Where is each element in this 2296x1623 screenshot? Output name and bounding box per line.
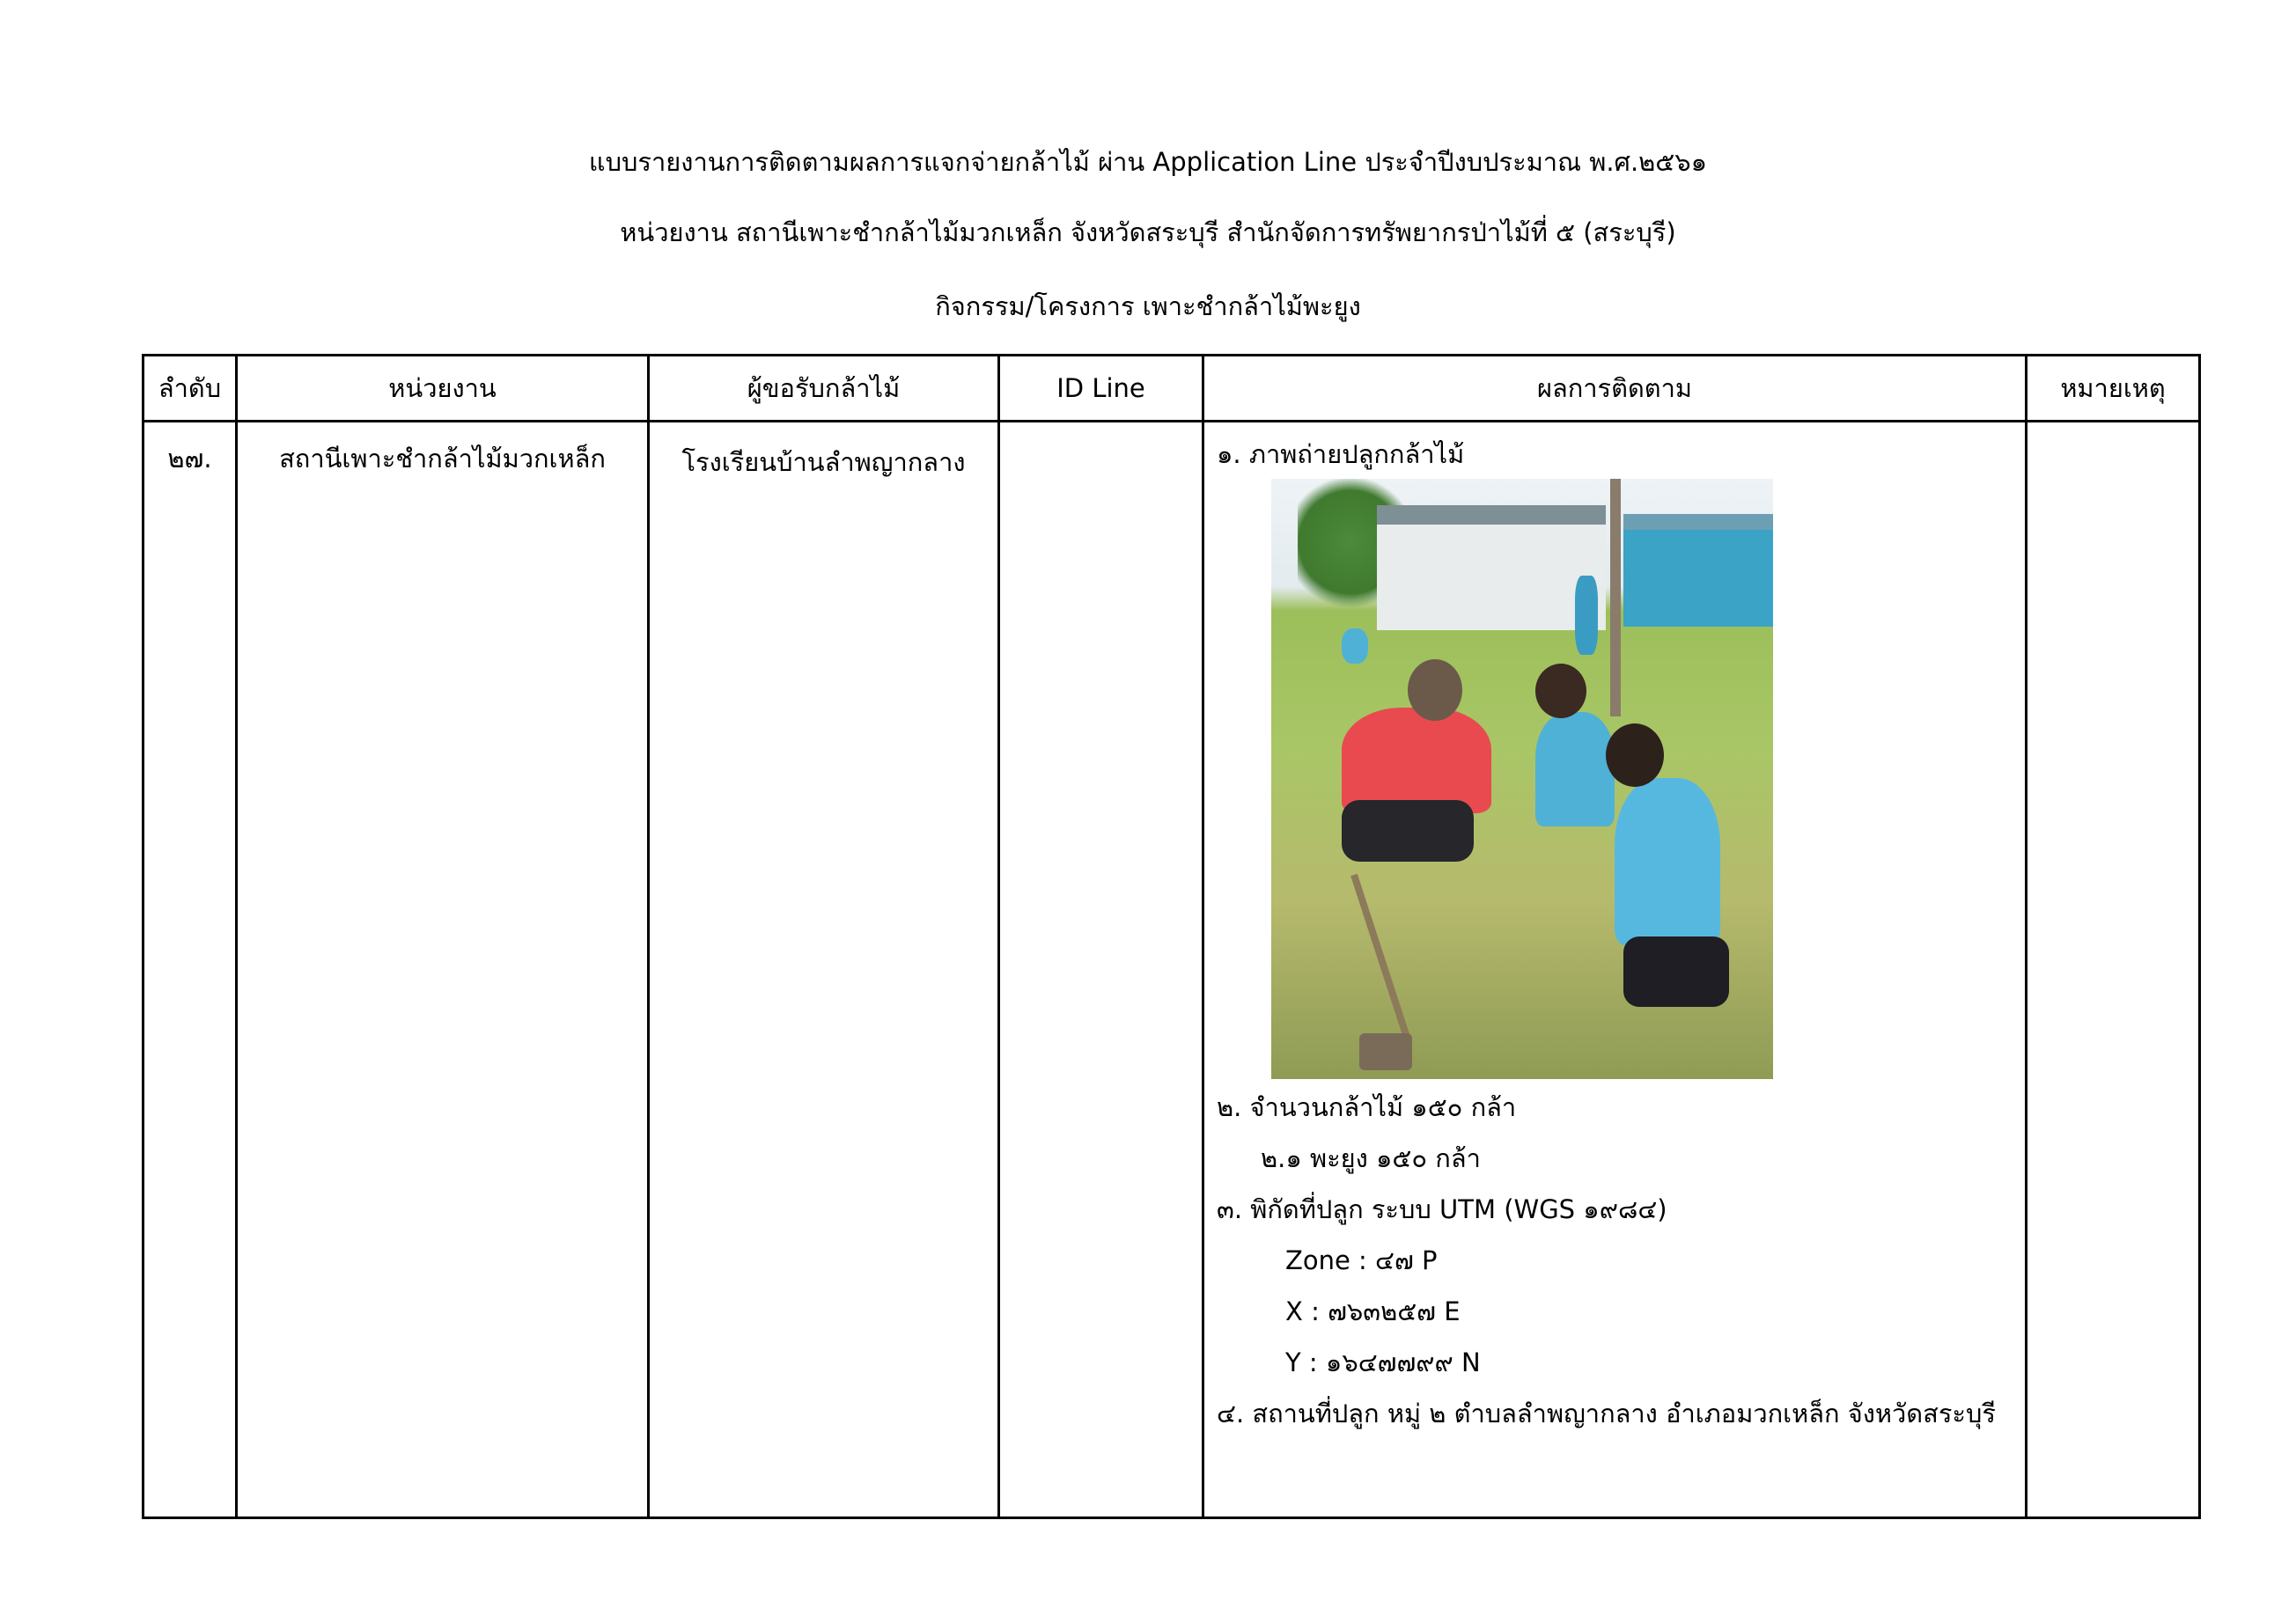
building-shape xyxy=(1377,505,1606,630)
distant-person-shape xyxy=(1342,628,1368,664)
report-agency-line: หน่วยงาน สถานีเพาะชำกล้าไม้มวกเหล็ก จังหวัดสระบุรี สำนักจัดการทรัพยากรป่าไม้ที่ ๕ (สระบุรี) xyxy=(620,217,1676,247)
person-shape xyxy=(1615,778,1720,945)
table-row xyxy=(144,422,2200,1518)
utm-zone: Zone : ๔๗ P xyxy=(1285,1245,1438,1275)
order-number: ๒๗. xyxy=(167,444,212,474)
blue-building-shape xyxy=(1623,514,1773,627)
result-item-species-quantity: ๒.๑ พะยูง ๑๕๐ กล้า xyxy=(1261,1143,1481,1173)
cell-result xyxy=(1203,422,2027,1518)
remark-value xyxy=(2027,422,2198,438)
shovel-handle-shape xyxy=(1350,874,1411,1044)
agency-name: สถานีเพาะชำกล้าไม้มวกเหล็ก xyxy=(279,444,606,474)
person-shape xyxy=(1342,708,1491,813)
person-shape xyxy=(1535,712,1615,826)
column-header-agency: หน่วยงาน xyxy=(237,356,649,422)
cell-recipient xyxy=(649,422,999,1518)
table-header-row xyxy=(144,356,2200,422)
report-activity-line: กิจกรรม/โครงการ เพาะชำกล้าไม้พะยูง xyxy=(935,291,1361,321)
report-title: แบบรายงานการติดตามผลการแจกจ่ายกล้าไม้ ผ่าน Application Line ประจำปีงบประมาณ พ.ศ.๒๕๖๑ xyxy=(588,147,1708,177)
utm-y: Y : ๑๖๔๗๗๙๙ N xyxy=(1285,1348,1481,1377)
column-header-remark: หมายเหตุ xyxy=(2027,356,2200,422)
shovel-blade-shape xyxy=(1359,1033,1412,1070)
column-header-result: ผลการติดตาม xyxy=(1203,356,2027,422)
utm-x: X : ๗๖๓๒๕๗ E xyxy=(1285,1296,1461,1326)
column-header-recipient: ผู้ขอรับกล้าไม้ xyxy=(649,356,999,422)
person-head-shape xyxy=(1535,664,1586,718)
cell-order xyxy=(144,422,237,1518)
result-item-coordinates: ๓. พิกัดที่ปลูก ระบบ UTM (WGS ๑๙๘๔) xyxy=(1217,1194,1667,1224)
follow-up-table xyxy=(142,354,2201,1519)
result-item-photo-label: ๑. ภาพถ่ายปลูกกล้าไม้ xyxy=(1217,439,1465,469)
result-item-quantity: ๒. จำนวนกล้าไม้ ๑๕๐ กล้า xyxy=(1217,1092,1517,1122)
column-header-id-line: ID Line xyxy=(999,356,1203,422)
planting-photo xyxy=(1271,479,1773,1079)
cell-id-line xyxy=(999,422,1203,1518)
person-head-shape xyxy=(1606,723,1664,787)
recipient-name: โรงเรียนบ้านลำพญากลาง xyxy=(681,447,966,477)
distant-person-shape xyxy=(1575,576,1598,655)
pole-shape xyxy=(1610,479,1621,716)
id-line-value xyxy=(1000,422,1202,438)
column-header-order: ลำดับ xyxy=(144,356,237,422)
person-legs-shape xyxy=(1623,936,1729,1007)
result-item-location: ๔. สถานที่ปลูก หมู่ ๒ ตำบลลำพญากลาง อำเภอมวกเหล็ก จังหวัดสระบุรี xyxy=(1217,1399,1996,1428)
cell-remark xyxy=(2027,422,2200,1518)
person-head-shape xyxy=(1408,659,1462,721)
person-legs-shape xyxy=(1342,800,1474,862)
cell-agency xyxy=(237,422,649,1518)
